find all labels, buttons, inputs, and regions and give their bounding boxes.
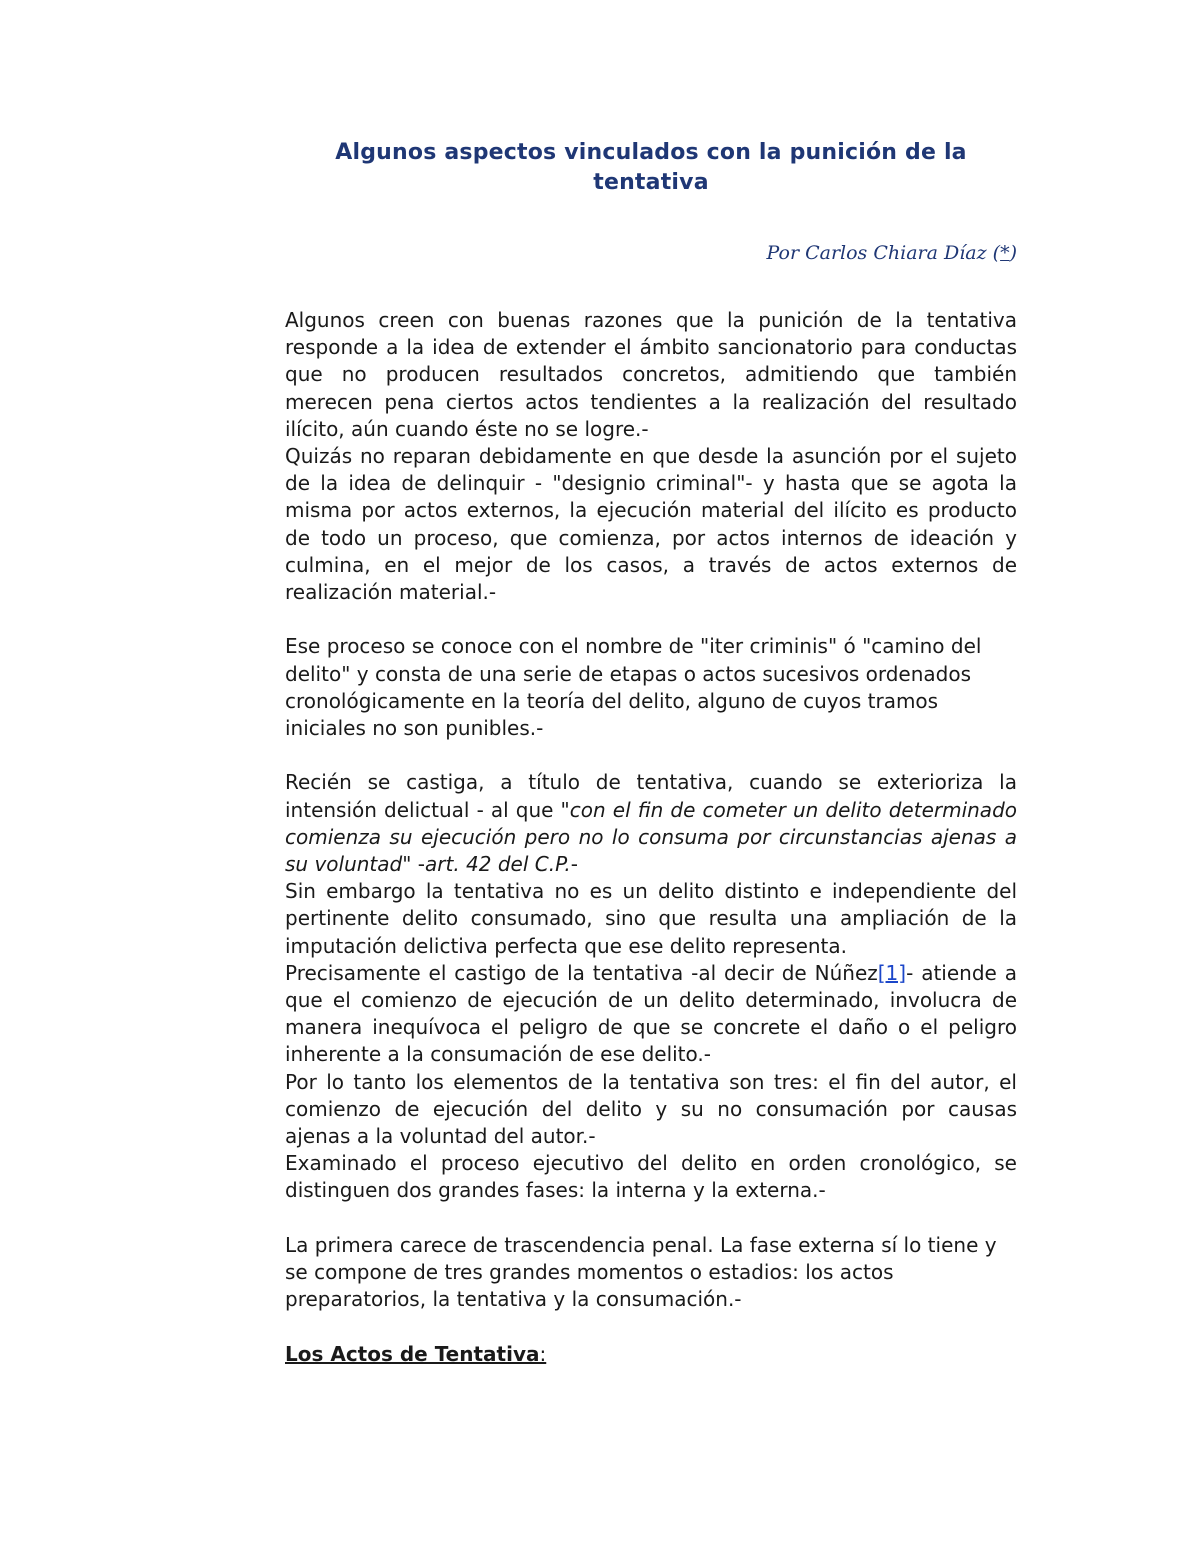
paragraph <box>285 769 1017 878</box>
footnote-link-1[interactable]: [1] <box>877 960 907 985</box>
paragraph: Ese proceso se conoce con el nombre de "iter criminis" ó "camino del delito" y consta de una serie de etapas o actos sucesivos ordenados cronológicamente en la teoría del delito, alguno de cuyos tramos iniciales no son punibles.- <box>285 634 982 741</box>
paragraph: Examinado el proceso ejecutivo del delito en orden cronológico, se distinguen dos grandes fases: la interna y la externa.- <box>285 1151 1017 1203</box>
code-citation: art. 42 del C.P. <box>425 852 571 877</box>
paragraph-text: Precisamente el castigo de la tentativa -al decir de Núñez <box>285 960 878 985</box>
document-body <box>285 307 1017 1368</box>
paragraph-text: Recién se castiga, a título de tentativa, cuando se exterioriza la intensión delictual - al que " <box>285 770 1017 822</box>
author-byline <box>285 238 1017 268</box>
paragraph-text: - atiende a que el comienzo de ejecución de un delito determinado, involucra de manera inequívoca el peligro de que se concrete el daño o el peligro inherente a la consumación de ese delito.- <box>285 960 1018 1067</box>
paragraph: La primera carece de trascendencia penal. La fase externa sí lo tiene y se compone de tres grandes momentos o estadios: los actos preparatorios, la tentativa y la consumación.- <box>285 1232 997 1312</box>
author-footnote-link[interactable]: * <box>1000 242 1010 264</box>
section-heading-suffix: : <box>539 1341 547 1366</box>
paragraph-spacer <box>285 742 1017 769</box>
paragraph-text: - <box>570 852 578 877</box>
byline-prefix: Por Carlos Chiara Díaz ( <box>766 242 1001 264</box>
paragraph: Por lo tanto los elementos de la tentativa son tres: el fin del autor, el comienzo de ejecución del delito y su no consumación por causas ajenas a la voluntad del autor.- <box>285 1069 1017 1149</box>
paragraph: Quizás no reparan debidamente en que desde la asunción por el sujeto de la idea de delinquir - "designio criminal"- y hasta que se agota la misma por actos externos, la ejecución material del ilícito es producto de todo un proceso, que comienza, por actos internos de ideación y culmina, en el mejor de los casos, a través de actos externos de realización material.- <box>285 444 1017 605</box>
section-heading <box>285 1341 1017 1368</box>
document-title: Algunos aspectos vinculados con la punición de la tentativa <box>335 140 967 195</box>
paragraph: Sin embargo la tentativa no es un delito distinto e independiente del pertinente delito consumado, sino que resulta una ampliación de la imputación delictiva perfecta que ese delito representa. <box>285 879 1017 958</box>
paragraph-text: " - <box>402 852 426 877</box>
section-heading-text: Los Actos de Tentativa <box>285 1341 540 1366</box>
paragraph: Algunos creen con buenas razones que la punición de la tentativa responde a la idea de extender el ámbito sancionatorio para conductas que no producen resultados concretos, admitiendo que también merecen pena ciertos actos tendientes a la realización del resultado ilícito, aún cuando éste no se logre.- <box>285 308 1017 441</box>
paragraph-spacer <box>285 606 1017 633</box>
paragraph <box>285 960 1017 1069</box>
paragraph-spacer <box>285 1313 1017 1340</box>
byline-suffix: ) <box>1009 242 1017 264</box>
paragraph-spacer <box>285 1205 1017 1232</box>
legal-quote: con el fin de cometer un delito determinado comienza su ejecución pero no lo consuma por circunstancias ajenas a su voluntad <box>285 797 1017 877</box>
document-page <box>285 138 1017 1368</box>
